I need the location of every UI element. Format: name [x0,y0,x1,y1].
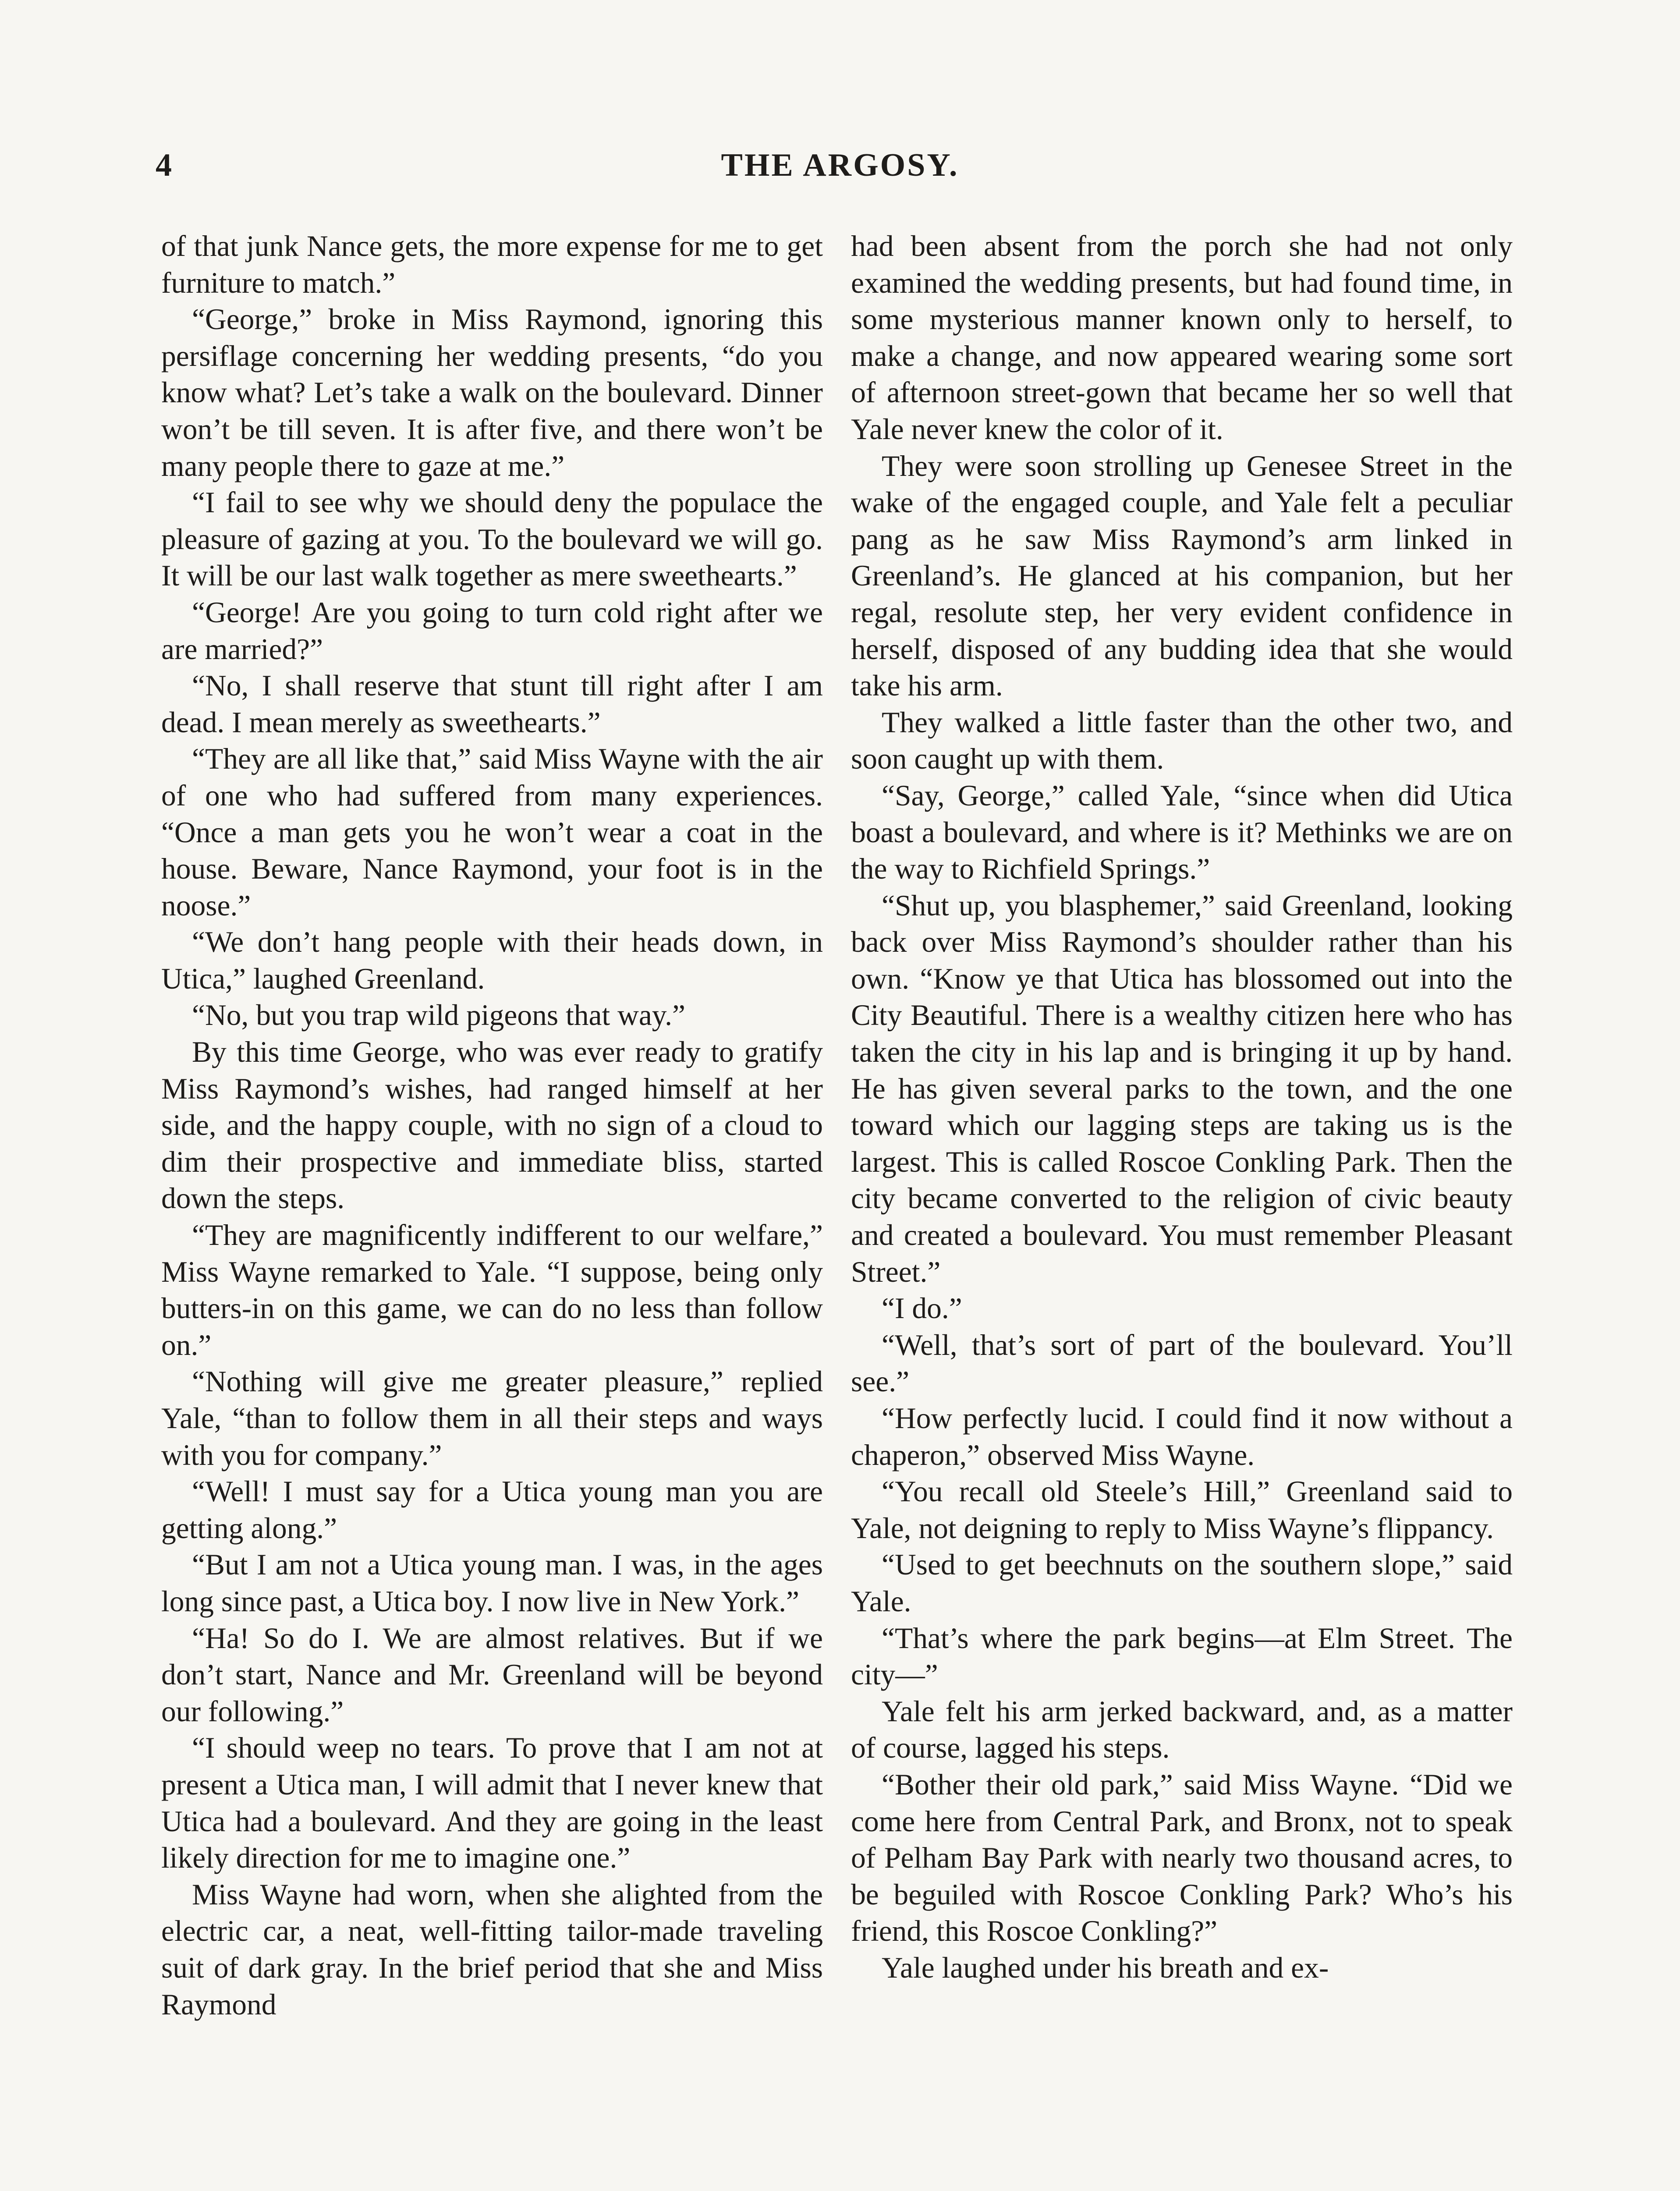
paragraph: “Ha! So do I. We are almost relatives. But if we don’t start, Nance and Mr. Greenland will be beyond our following.” [161,1621,823,1728]
paragraph: “Well, that’s sort of part of the boulevard. You’ll see.” [851,1328,1513,1398]
paragraph: “I do.” [882,1292,962,1325]
paragraph: “They are all like that,” said Miss Wayne with the air of one who had suffered from many experiences. “Once a man gets you he won’t wear a coat in the house. Beware, Nance Raymond, your foot is in the noose.” [161,742,823,922]
paragraph: Yale felt his arm jerked backward, and, as a matter of course, lagged his steps. [851,1695,1513,1765]
paragraph: “George! Are you going to turn cold right after we are married?” [161,596,823,666]
paragraph: “Well! I must say for a Utica young man you are getting along.” [161,1475,823,1545]
left-column [161,228,823,2023]
paragraph: “Bother their old park,” said Miss Wayne. “Did we come here from Central Park, and Bronx, not to speak of Pelham Bay Park with nearly two thousand acres, to be beguiled with Roscoe Conkling Park? Who’s his friend, this Roscoe Conkling?” [851,1768,1513,1948]
page-number: 4 [156,147,172,183]
paragraph: Yale laughed under his breath and ex- [882,1951,1329,1984]
paragraph: “No, I shall reserve that stunt till right after I am dead. I mean merely as sweethearts.” [161,669,823,739]
paragraph: “No, but you trap wild pigeons that way.” [192,999,686,1032]
right-column [851,228,1513,1986]
paragraph: “Shut up, you blasphemer,” said Greenland, looking back over Miss Raymond’s shoulder rather than his own. “Know ye that Utica has blossomed out into the City Beautiful. There is a wealthy citizen here who has taken the city in his lap and is bringing it up by hand. He has given several parks to the town, and the one toward which our lagging steps are taking us is the largest. This is called Roscoe Conkling Park. Then the city became converted to the religion of civic beauty and created a boulevard. You must remember Pleasant Street.” [851,889,1513,1288]
paragraph: “I fail to see why we should deny the populace the pleasure of gazing at you. To the boulevard we will go. It will be our last walk together as mere sweethearts.” [161,486,823,592]
paragraph: of that junk Nance gets, the more expense for me to get furniture to match.” [161,230,823,299]
paragraph: “I should weep no tears. To prove that I am not at present a Utica man, I will admit that I never knew that Utica had a boulevard. And they are going in the least likely direction for me to imagine one.” [161,1731,823,1875]
paragraph: had been absent from the porch she had not only examined the wedding presents, but had found time, in some mysterious manner known only to herself, to make a change, and now appeared wearing some sort of afternoon street-gown that became her so well that Yale never knew the color of it. [851,230,1513,446]
paragraph: By this time George, who was ever ready to gratify Miss Raymond’s wishes, had ranged himself at her side, and the happy couple, with no sign of a cloud to dim their prospective and immediate bliss, started down the steps. [161,1035,823,1215]
paragraph: “How perfectly lucid. I could find it now without a chaperon,” observed Miss Wayne. [851,1402,1513,1471]
paragraph: “George,” broke in Miss Raymond, ignoring this persiflage concerning her wedding presents, “do you know what? Let’s take a walk on the boulevard. Dinner won’t be till seven. It is after five, and there won’t be many people there to gaze at me.” [161,303,823,482]
paragraph: “They are magnificently indifferent to our welfare,” Miss Wayne remarked to Yale. “I suppose, being only butters-in on this game, we can do no less than follow on.” [161,1219,823,1361]
paragraph: They were soon strolling up Genesee Street in the wake of the engaged couple, and Yale felt a peculiar pang as he saw Miss Raymond’s arm linked in Greenland’s. He glanced at his companion, but her regal, resolute step, her very evident confidence in herself, disposed of any budding idea that she would take his arm. [851,449,1513,702]
paragraph: “Nothing will give me greater pleasure,” replied Yale, “than to follow them in all their steps and ways with you for company.” [161,1365,823,1471]
paragraph: “You recall old Steele’s Hill,” Greenland said to Yale, not deigning to reply to Miss Wayne’s flippancy. [851,1475,1513,1545]
paragraph: “But I am not a Utica young man. I was, in the ages long since past, a Utica boy. I now live in New York.” [161,1548,823,1618]
paragraph: Miss Wayne had worn, when she alighted from the electric car, a neat, well-fitting tailor-made traveling suit of dark gray. In the brief period that she and Miss Raymond [161,1878,823,2021]
paragraph: “Used to get beechnuts on the southern slope,” said Yale. [851,1548,1513,1618]
paragraph: “Say, George,” called Yale, “since when did Utica boast a boulevard, and where is it? Methinks we are on the way to Richfield Springs.” [851,779,1513,886]
paragraph: They walked a little faster than the other two, and soon caught up with them. [851,706,1513,776]
paragraph: “We don’t hang people with their heads down, in Utica,” laughed Greenland. [161,925,823,995]
running-title: THE ARGOSY. [721,147,959,183]
paragraph: “That’s where the park begins—at Elm Street. The city—” [851,1621,1513,1691]
